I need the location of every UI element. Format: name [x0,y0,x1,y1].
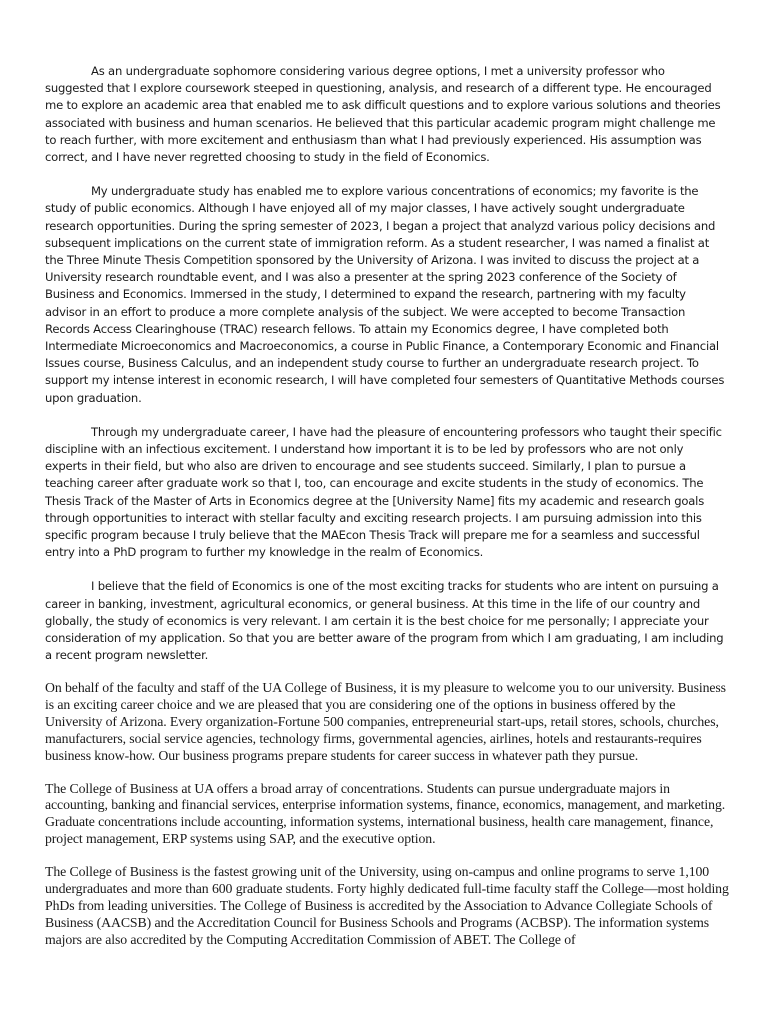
essay-paragraph: As an undergraduate sophomore considering various degree options, I met a university professor who suggested that I explore coursework steeped in questioning, analysis, and research of a different type. He encouraged me to explore an academic area that enabled me to ask difficult questions and to explore various solutions and theories associated with business and human scenarios. He believed that this particular academic program might challenge me to reach further, with more excitement and enthusiasm than what I had previously experienced. His assumption was correct, and I have never regretted choosing to study in the field of Economics. [45,64,721,165]
essay-paragraph: Through my undergraduate career, I have had the pleasure of encountering professors who taught their specific discipline with an infectious excitement. I understand how important it is to be led by professors who are not only experts in their field, but who also are driven to encourage and see students succeed. Similarly, I plan to pursue a teaching career after graduate work so that I, too, can encourage and excite students in the study of economics. The Thesis Track of the Master of Arts in Economics degree at the [University Name] fits my academic and research goals through opportunities to interact with stellar faculty and exciting research projects. I am pursuing admission into this specific program because I truly believe that the MAEcon Thesis Track will prepare me for a seamless and successful entry into a PhD program to further my knowledge in the realm of Economics. [45,424,722,560]
newsletter-paragraph: The College of Business is the fastest growing unit of the University, using on-campus and online programs to serve 1,100 undergraduates and more than 600 graduate students. Forty highly dedicated full-time faculty staff the College—most holding PhDs from leading universities. The College of Business is accredited by the Association to Advance Collegiate Schools of Business (AACSB) and the Accreditation Council for Business Schools and Programs (ACBSP). The information systems majors are also accredited by the Computing Accreditation Commission of ABET. The College of [45,864,729,947]
newsletter-excerpt [45,680,729,965]
newsletter-paragraph: The College of Business at UA offers a broad array of concentrations. Students can pursue undergraduate majors in accounting, banking and financial services, enterprise information systems, finance, economics, management, and marketing. Graduate concentrations include accounting, information systems, international business, health care management, finance, project management, ERP systems using SAP, and the executive option. [45,780,726,847]
essay-paragraph: I believe that the field of Economics is one of the most exciting tracks for students who are intent on pursuing a career in banking, investment, agricultural economics, or general business. At this time in the life of our country and globally, the study of economics is very relevant. I am certain it is the best choice for me personally; I appreciate your consideration of my application. So that you are better aware of the program from which I am graduating, I am including a recent program newsletter. [45,579,724,663]
essay-paragraph: My undergraduate study has enabled me to explore various concentrations of economics; my favorite is the study of public economics. Although I have enjoyed all of my major classes, I have actively sought undergraduate research opportunities. During the spring semester of 2023, I began a project that analyzd various policy decisions and subsequent implications on the current state of immigration reform. As a student researcher, I was named a finalist at the Three Minute Thesis Competition sponsored by the University of Arizona. I was invited to discuss the project at a University research roundtable event, and I was also a presenter at the spring 2023 conference of the Society of Business and Economics. Immersed in the study, I determined to expand the research, partnering with my faculty advisor in an effort to produce a more complete analysis of the subject. We were accepted to become Transaction Records Access Clearinghouse (TRAC) research fellows. To attain my Economics degree, I have completed both Intermediate Microeconomics and Macroeconomics, a course in Public Finance, a Contemporary Economic and Financial Issues course, Business Calculus, and an independent study course to further an undergraduate research project. To support my intense interest in economic research, I will have completed four semesters of Quantitative Methods courses upon graduation. [45,184,725,405]
newsletter-paragraph: On behalf of the faculty and staff of the UA College of Business, it is my pleasure to welcome you to our university. Business is an exciting career choice and we are pleased that you are considering one of the options in business offered by the University of Arizona. Every organization-Fortune 500 companies, entrepreneurial start-ups, retail stores, schools, churches, manufacturers, social service agencies, technology firms, governmental agencies, airlines, hotels and restaurants-requires business know-how. Our business programs prepare students for career success in whatever path they pursue. [45,680,726,763]
essay-body [45,63,725,682]
